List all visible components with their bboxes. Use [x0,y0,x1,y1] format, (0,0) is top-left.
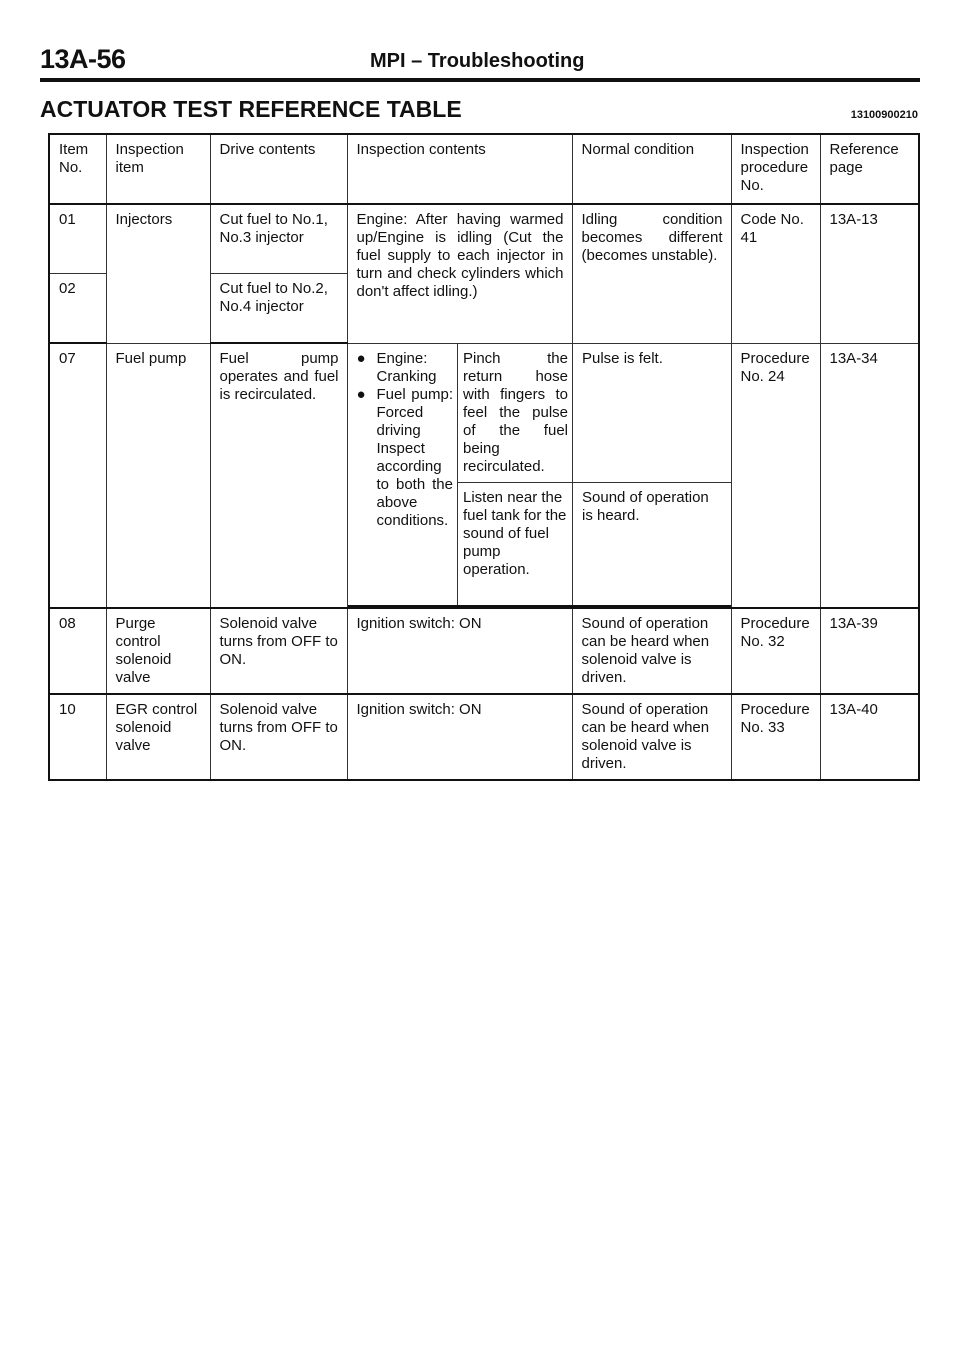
inspection-item-cell: Purge control solenoid valve [106,608,210,694]
page-number: 13A-56 [40,44,126,74]
section-title: MPI – Troubleshooting [370,50,585,72]
bullet-icon: ● [356,349,366,367]
engine-conditions-cell [348,344,458,606]
col-header-inspection-procedure: Inspection procedure No. [731,134,820,204]
item-no-cell: 02 [49,274,106,344]
table-row-07 [49,343,919,608]
fuel-pump-check-block [347,343,731,608]
normal-sound-cell: Sound of operation is heard. [573,482,732,606]
col-header-reference-page: Reference page [820,134,919,204]
inspection-procedure-cell: Procedure No. 32 [731,608,820,694]
condition-item: ● Fuel pump: Forced driving Inspect according to both the above conditions. [356,385,453,529]
fuel-pump-subtable [348,344,732,607]
table-row-01 [49,204,919,274]
inspection-procedure-cell: Procedure No. 33 [731,694,820,780]
normal-pulse-cell: Pulse is felt. [573,344,732,483]
item-no-cell: 08 [49,608,106,694]
table-title: ACTUATOR TEST REFERENCE TABLE [40,96,462,122]
actuator-test-table [48,133,920,781]
col-header-inspection-contents: Inspection contents [347,134,572,204]
bullet-icon: ● [356,385,366,403]
item-no-cell: 10 [49,694,106,780]
table-row-08 [49,608,919,694]
drive-contents-cell: Solenoid valve turns from OFF to ON. [210,694,347,780]
drive-contents-cell: Cut fuel to No.1, No.3 injector [210,204,347,274]
reference-page-cell: 13A-40 [820,694,919,780]
reference-page-cell: 13A-39 [820,608,919,694]
drive-contents-cell: Solenoid valve turns from OFF to ON. [210,608,347,694]
normal-condition-cell: Sound of operation can be heard when solenoid valve is driven. [572,694,731,780]
col-header-drive-contents: Drive contents [210,134,347,204]
col-header-item-no: Item No. [49,134,106,204]
col-header-normal-condition: Normal condition [572,134,731,204]
drive-contents-cell: Fuel pump operates and fuel is recirculated. [210,343,347,608]
inspection-item-cell: EGR control solenoid valve [106,694,210,780]
normal-condition-cell: Sound of operation can be heard when solenoid valve is driven. [572,608,731,694]
table-header-row [49,134,919,204]
col-header-inspection-item: Inspection item [106,134,210,204]
normal-condition-cell: Idling condition becomes different (becomes unstable). [572,204,731,343]
inspection-procedure-cell: Procedure No. 24 [731,343,820,608]
header-rule [40,78,920,82]
condition-item: ● Engine: Cranking [356,349,437,385]
document-code: 13100900210 [850,109,918,121]
inspection-item-cell: Injectors [106,204,210,343]
check-listen-tank-cell: Listen near the fuel tank for the sound of fuel pump operation. [458,482,573,606]
item-no-cell: 07 [49,343,106,608]
inspection-contents-cell: Ignition switch: ON [347,608,572,694]
inspection-procedure-cell: Code No. 41 [731,204,820,343]
inspection-item-cell: Fuel pump [106,343,210,608]
drive-contents-cell: Cut fuel to No.2, No.4 injector [210,274,347,344]
check-pinch-hose-cell: Pinch the return hose with fingers to feel the pulse of the fuel being recirculated. [458,344,573,483]
inspection-contents-cell: Engine: After having warmed up/Engine is idling (Cut the fuel supply to each injector in turn and check cylinders which don't affect idling.) [347,204,572,343]
table-row-10 [49,694,919,780]
reference-page-cell: 13A-34 [820,343,919,608]
reference-page-cell: 13A-13 [820,204,919,343]
inspection-contents-cell: Ignition switch: ON [347,694,572,780]
item-no-cell: 01 [49,204,106,274]
